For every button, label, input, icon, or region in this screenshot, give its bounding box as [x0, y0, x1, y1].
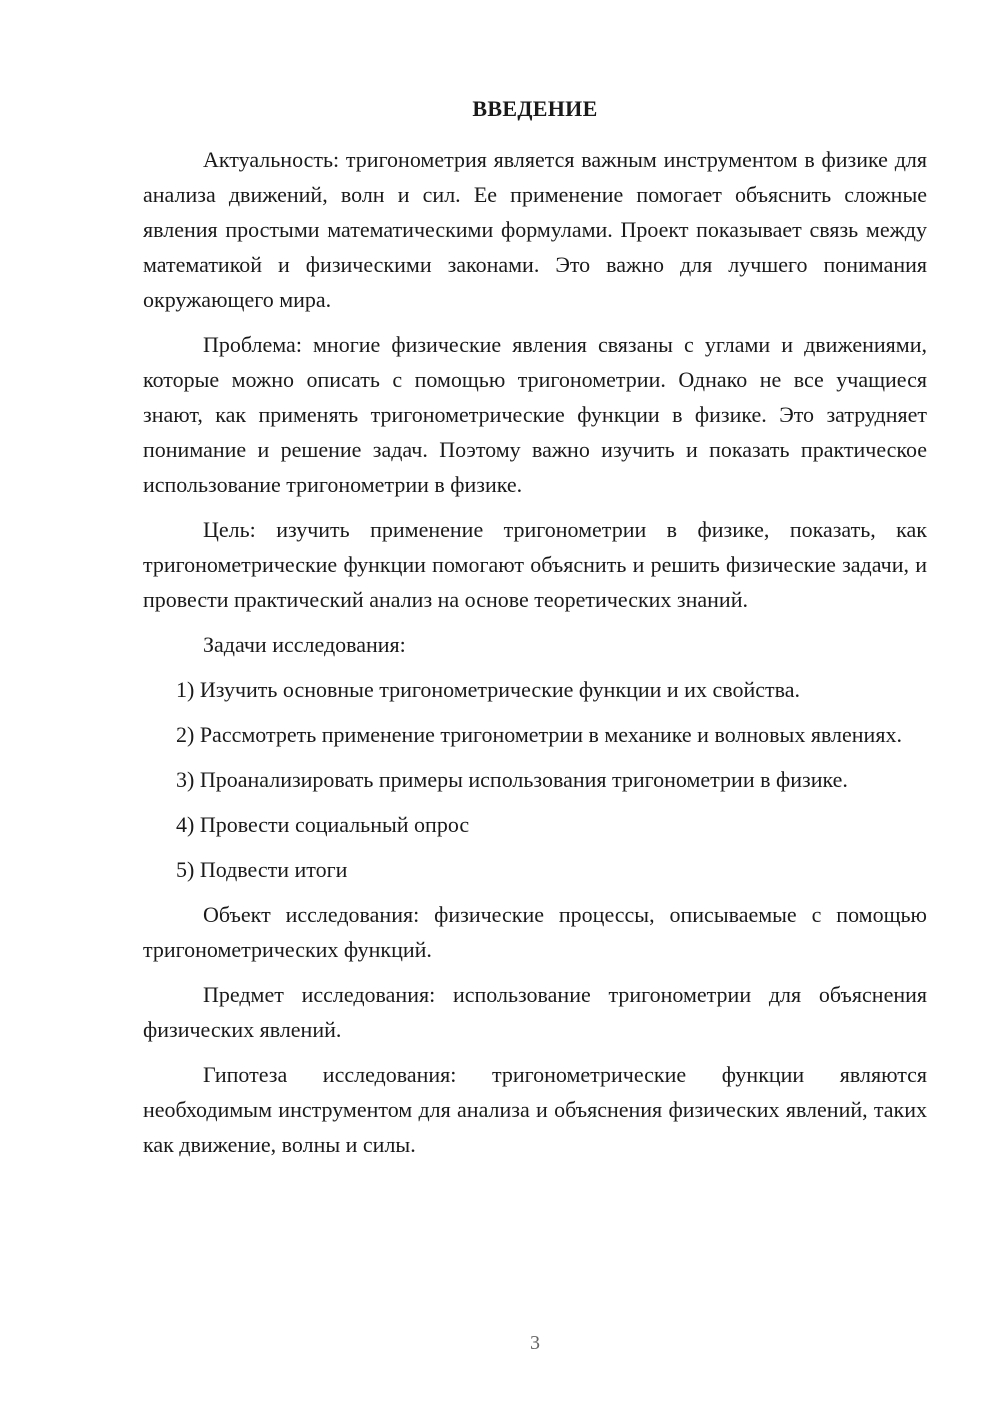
relevance-paragraph: Актуальность: тригонометрия является важным инструментом в физике для анализа движений, волн и сил. Ее применение помогает объяснить сложные явления простыми математическими формулами. Проект показывает связь между математикой и физическими законами. Это важно для лучшего понимания окружающего мира. [143, 147, 927, 312]
section-heading: ВВЕДЕНИЕ [472, 96, 598, 121]
document-page [143, 92, 927, 1172]
problem-paragraph: Проблема: многие физические явления связаны с углами и движениями, которые можно описать с помощью тригонометрии. Однако не все учащиеся знают, как применять тригонометрические функции в физике. Это затрудняет понимание и решение задач. Поэтому важно изучить и показать практическое использование тригонометрии в физике. [143, 332, 927, 497]
task-item-4: 4) Провести социальный опрос [176, 812, 470, 837]
object-paragraph: Объект исследования: физические процессы, описываемые с помощью тригонометрических функций. [143, 902, 927, 962]
task-item-2: 2) Рассмотреть применение тригонометрии в механике и волновых явлениях. [176, 722, 902, 747]
tasks-heading: Задачи исследования: [203, 632, 406, 657]
task-item-3: 3) Проанализировать примеры использования тригонометрии в физике. [176, 767, 848, 792]
hypothesis-paragraph: Гипотеза исследования: тригонометрические функции являются необходимым инструментом для анализа и объяснения физических явлений, таких как движение, волны и силы. [143, 1062, 927, 1157]
goal-paragraph: Цель: изучить применение тригонометрии в физике, показать, как тригонометрические функции помогают объяснить и решить физические задачи, и провести практический анализ на основе теоретических знаний. [143, 517, 927, 612]
page-number: 3 [530, 1332, 540, 1354]
task-item-1: 1) Изучить основные тригонометрические функции и их свойства. [176, 677, 800, 702]
subject-paragraph: Предмет исследования: использование тригонометрии для объяснения физических явлений. [143, 982, 927, 1042]
task-item-5: 5) Подвести итоги [176, 857, 348, 882]
